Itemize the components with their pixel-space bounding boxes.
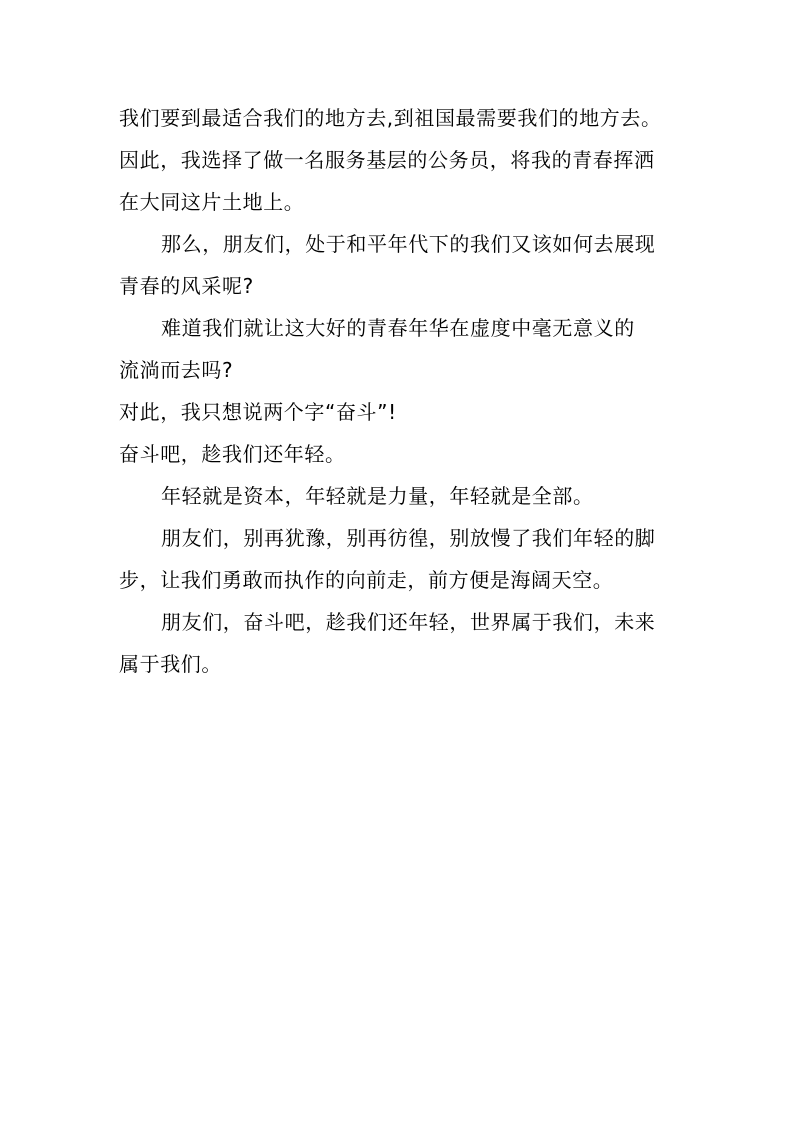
text-line: 在大同这片土地上。: [119, 190, 305, 214]
text-line: 因此，我选择了做一名服务基层的公务员，将我的青春挥洒: [119, 148, 655, 172]
text-line: 那么，朋友们，处于和平年代下的我们又该如何去展现: [161, 232, 656, 256]
text-line: 年轻就是资本，年轻就是力量，年轻就是全部。: [161, 484, 594, 508]
text-line: 青春的风采呢?: [119, 274, 254, 298]
text-line: 朋友们，奋斗吧，趁我们还年轻，世界属于我们，未来: [161, 610, 656, 634]
text-line: 难道我们就让这大好的青春年华在虚度中毫无意义的: [161, 316, 635, 340]
text-line: 属于我们。: [119, 652, 222, 676]
text-line: 奋斗吧，趁我们还年轻。: [119, 442, 346, 466]
text-line: 朋友们，别再犹豫，别再彷徨，别放慢了我们年轻的脚: [161, 526, 656, 550]
text-line: 我们要到最适合我们的地方去,到祖国最需要我们的地方去。: [119, 106, 662, 130]
text-line: 流淌而去吗?: [119, 358, 234, 382]
text-line: 对此，我只想说两个字“奋斗”!: [119, 400, 397, 424]
text-line: 步，让我们勇敢而执作的向前走，前方便是海阔天空。: [119, 568, 614, 592]
